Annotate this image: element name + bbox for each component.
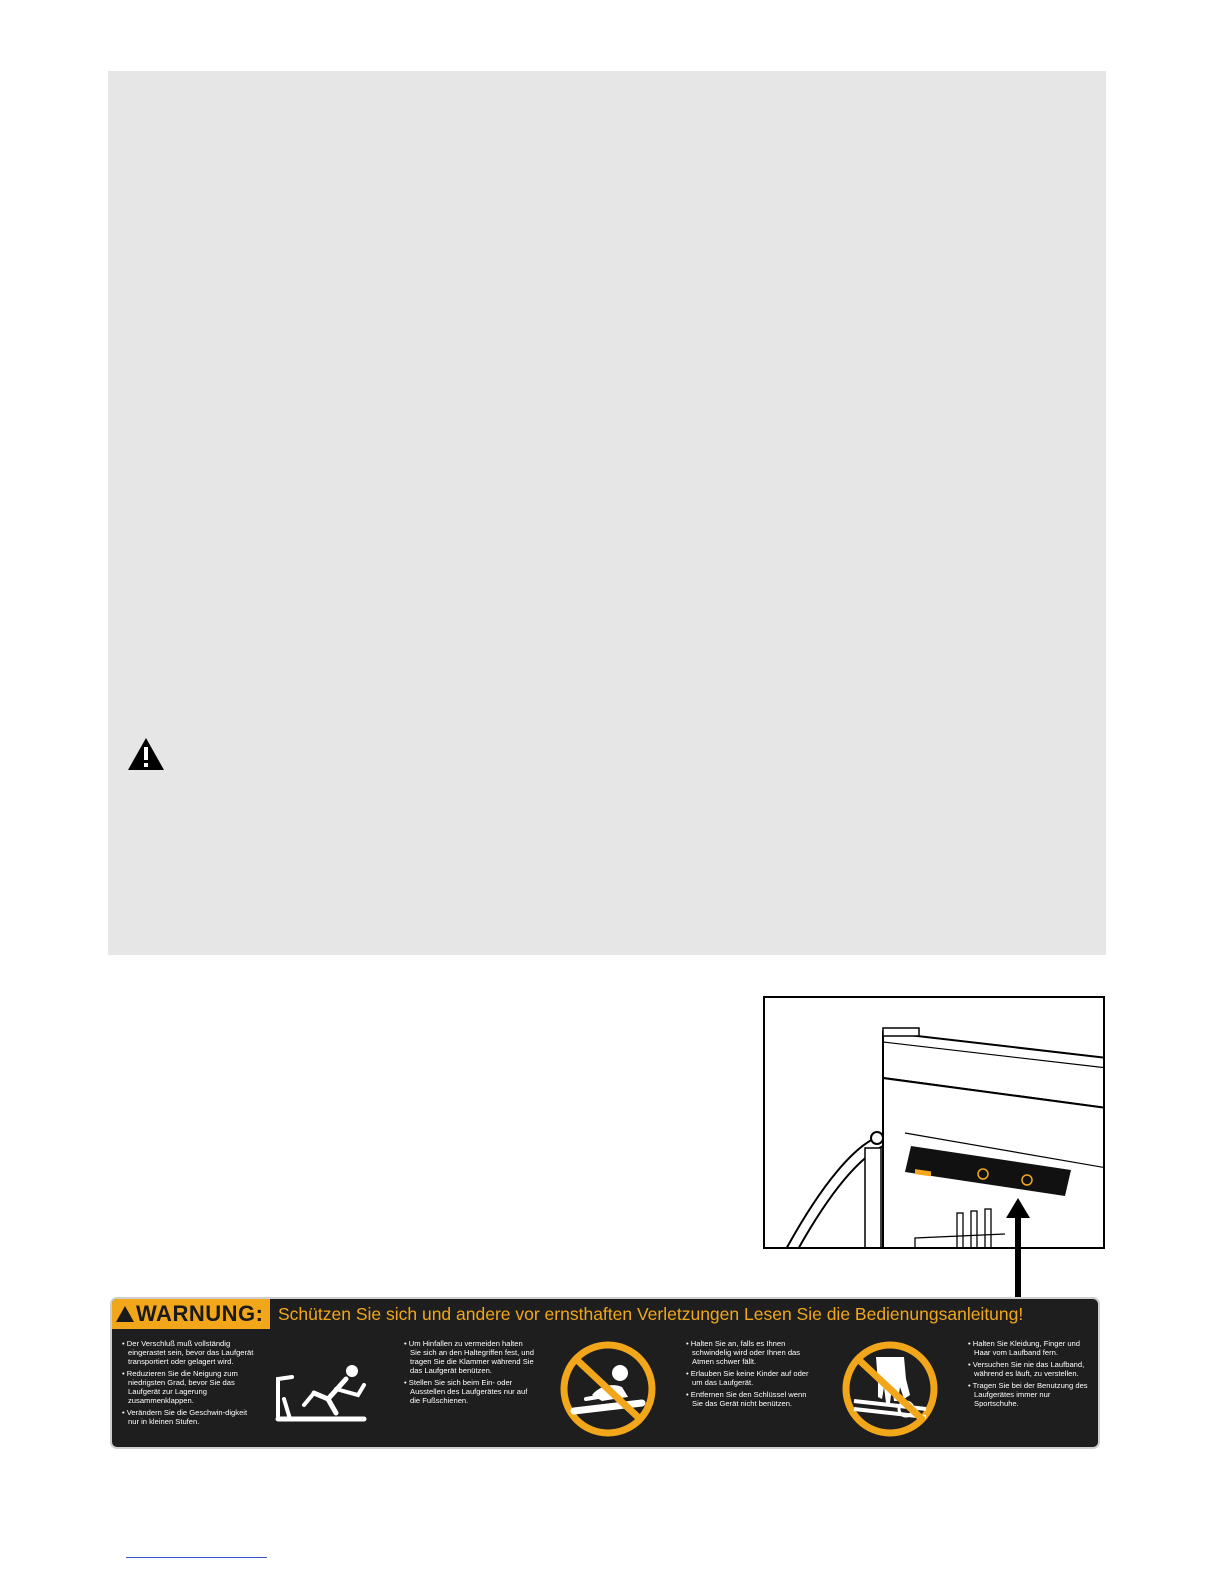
warning-item: • Der Verschluß muß vollständig eingerastet sein, bevor das Laufgerät transportiert oder gelagert wird. xyxy=(122,1339,258,1366)
warning-item: • Verändern Sie die Geschwin-digkeit nur in kleinen Stufen. xyxy=(122,1408,258,1426)
warning-badge-text: WARNUNG: xyxy=(136,1301,264,1326)
warning-item: • Halten Sie an, falls es Ihnen schwindelig wird oder Ihnen das Atmen schwer fällt. xyxy=(686,1339,812,1366)
warning-triangle-icon xyxy=(127,737,165,771)
gray-content-panel xyxy=(108,71,1106,955)
warning-item: • Halten Sie Kleidung, Finger und Haar vom Laufband fern. xyxy=(968,1339,1096,1357)
warning-item: • Reduzieren Sie die Neigung zum niedrigsten Grad, bevor Sie das Laufgerät zur Lagerung zusammenklappen. xyxy=(122,1369,258,1405)
no-children-icon xyxy=(558,1339,658,1439)
warning-headline: Schützen Sie sich und andere vor ernsthaften Verletzungen Lesen Sie die Bedienungsanleitung! xyxy=(278,1304,1024,1324)
pointer-arrow-icon xyxy=(1006,1198,1030,1298)
warning-item: • Versuchen Sie nie das Laufband, während es läuft, zu verstellen. xyxy=(968,1360,1096,1378)
warning-item: • Entfernen Sie den Schlüssel wenn Sie das Gerät nicht benützen. xyxy=(686,1390,812,1408)
warning-column-4 xyxy=(968,1339,1096,1411)
treadmill-drawing xyxy=(765,998,1105,1249)
warning-column-2 xyxy=(404,1339,534,1408)
warning-label-header xyxy=(112,1299,1098,1329)
no-hands-icon xyxy=(840,1339,940,1439)
warning-item: • Tragen Sie bei der Benutzung des Laufgerätes immer nur Sportschuhe. xyxy=(968,1381,1096,1408)
warning-badge xyxy=(112,1299,270,1329)
falling-person-icon xyxy=(274,1357,374,1423)
treadmill-illustration xyxy=(763,996,1105,1249)
warning-item: • Stellen Sie sich beim Ein- oder Ausstellen des Laufgerätes nur auf die Fußschienen. xyxy=(404,1378,534,1405)
footer-link-underline[interactable] xyxy=(126,1557,267,1558)
warning-item: • Um Hinfallen zu vermeiden halten Sie sich an den Haltegriffen fest, und tragen Sie die Klammer während Sie das Laufgerät benützen. xyxy=(404,1339,534,1375)
badge-triangle-icon xyxy=(116,1306,134,1322)
warning-column-1 xyxy=(122,1339,258,1429)
warning-label xyxy=(110,1297,1100,1449)
warning-column-3 xyxy=(686,1339,812,1411)
warning-item: • Erlauben Sie keine Kinder auf oder um das Laufgerät. xyxy=(686,1369,812,1387)
